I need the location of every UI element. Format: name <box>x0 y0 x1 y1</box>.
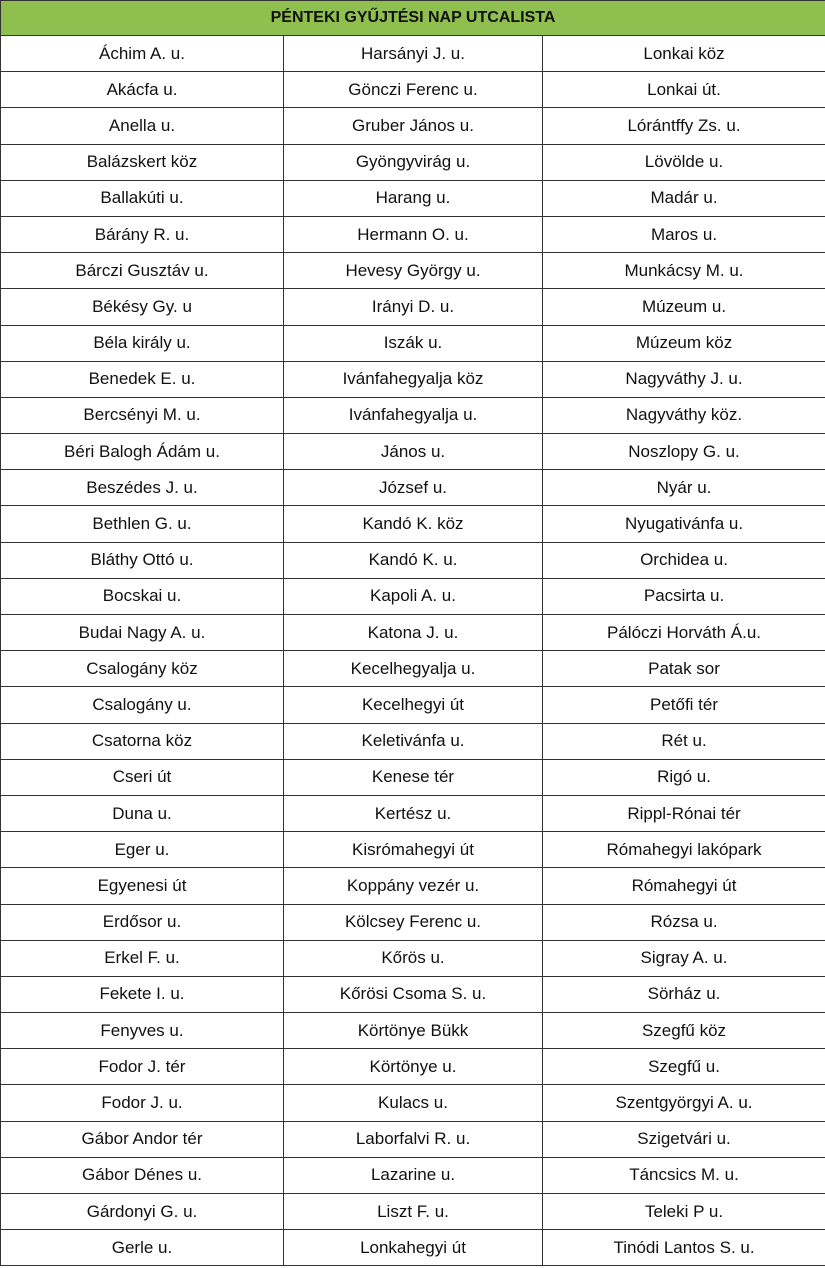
table-row <box>1 795 825 831</box>
street-name-cell: Kapoli A. u. <box>284 578 543 614</box>
street-name-cell: Szegfű köz <box>543 1013 825 1049</box>
street-name-cell: Madár u. <box>543 180 825 216</box>
street-name-cell: Tinódi Lantos S. u. <box>543 1230 825 1266</box>
street-name-cell: Rózsa u. <box>543 904 825 940</box>
street-name-cell: Csalogány u. <box>1 687 284 723</box>
table-row <box>1 36 825 72</box>
street-name-cell: Szigetvári u. <box>543 1121 825 1157</box>
street-name-cell: Lövölde u. <box>543 144 825 180</box>
table-header-row <box>1 1 825 36</box>
street-name-cell: Ballakúti u. <box>1 180 284 216</box>
street-name-cell: Körtönye u. <box>284 1049 543 1085</box>
table-row <box>1 180 825 216</box>
street-name-cell: Akácfa u. <box>1 72 284 108</box>
street-name-cell: József u. <box>284 470 543 506</box>
street-name-cell: Petőfi tér <box>543 687 825 723</box>
street-name-cell: Cseri út <box>1 759 284 795</box>
street-name-cell: Kölcsey Ferenc u. <box>284 904 543 940</box>
table-row <box>1 1085 825 1121</box>
street-name-cell: Táncsics M. u. <box>543 1157 825 1193</box>
table-row <box>1 542 825 578</box>
street-name-cell: Teleki P u. <box>543 1194 825 1230</box>
street-name-cell: Ivánfahegyalja u. <box>284 397 543 433</box>
street-name-cell: Lonkai út. <box>543 72 825 108</box>
street-name-cell: Eger u. <box>1 832 284 868</box>
street-name-cell: Lonkahegyi út <box>284 1230 543 1266</box>
street-name-cell: Békésy Gy. u <box>1 289 284 325</box>
street-name-cell: Kőrös u. <box>284 940 543 976</box>
street-name-cell: Kandó K. u. <box>284 542 543 578</box>
street-name-cell: Rét u. <box>543 723 825 759</box>
street-name-cell: Bocskai u. <box>1 578 284 614</box>
street-name-cell: Sigray A. u. <box>543 940 825 976</box>
street-name-cell: Szegfű u. <box>543 1049 825 1085</box>
street-name-cell: Erkel F. u. <box>1 940 284 976</box>
street-name-cell: Kandó K. köz <box>284 506 543 542</box>
street-name-cell: Kertész u. <box>284 795 543 831</box>
street-name-cell: Koppány vezér u. <box>284 868 543 904</box>
street-name-cell: Gyöngyvirág u. <box>284 144 543 180</box>
table-row <box>1 216 825 252</box>
table-row <box>1 289 825 325</box>
street-name-cell: Kenese tér <box>284 759 543 795</box>
table-row <box>1 144 825 180</box>
table-row <box>1 1230 825 1266</box>
table-row <box>1 615 825 651</box>
street-name-cell: Kisrómahegyi út <box>284 832 543 868</box>
street-name-cell: Csalogány köz <box>1 651 284 687</box>
street-name-cell: Szentgyörgyi A. u. <box>543 1085 825 1121</box>
street-name-cell: Gábor Dénes u. <box>1 1157 284 1193</box>
street-name-cell: Gerle u. <box>1 1230 284 1266</box>
street-name-cell: Pacsirta u. <box>543 578 825 614</box>
street-name-cell: Gruber János u. <box>284 108 543 144</box>
street-name-cell: Hevesy György u. <box>284 253 543 289</box>
street-name-cell: Gönczi Ferenc u. <box>284 72 543 108</box>
street-name-cell: Benedek E. u. <box>1 361 284 397</box>
table-row <box>1 325 825 361</box>
street-name-cell: Orchidea u. <box>543 542 825 578</box>
street-name-cell: Ivánfahegyalja köz <box>284 361 543 397</box>
street-name-cell: Harsányi J. u. <box>284 36 543 72</box>
table-row <box>1 108 825 144</box>
table-row <box>1 723 825 759</box>
street-name-cell: Nyugativánfa u. <box>543 506 825 542</box>
street-name-cell: Fodor J. u. <box>1 1085 284 1121</box>
street-name-cell: Patak sor <box>543 651 825 687</box>
street-name-cell: Múzeum u. <box>543 289 825 325</box>
table-row <box>1 1194 825 1230</box>
street-name-cell: Kulacs u. <box>284 1085 543 1121</box>
street-name-cell: Lazarine u. <box>284 1157 543 1193</box>
street-name-cell: Gábor Andor tér <box>1 1121 284 1157</box>
street-name-cell: Kőrösi Csoma S. u. <box>284 976 543 1012</box>
street-name-cell: Pálóczi Horváth Á.u. <box>543 615 825 651</box>
street-name-cell: Sörház u. <box>543 976 825 1012</box>
street-name-cell: Duna u. <box>1 795 284 831</box>
street-name-cell: Bethlen G. u. <box>1 506 284 542</box>
street-name-cell: Áchim A. u. <box>1 36 284 72</box>
street-name-cell: Rigó u. <box>543 759 825 795</box>
street-name-cell: Bercsényi M. u. <box>1 397 284 433</box>
street-name-cell: Beszédes J. u. <box>1 470 284 506</box>
street-name-cell: Bláthy Ottó u. <box>1 542 284 578</box>
street-name-cell: Bárczi Gusztáv u. <box>1 253 284 289</box>
street-name-cell: Balázskert köz <box>1 144 284 180</box>
street-name-cell: Iszák u. <box>284 325 543 361</box>
street-name-cell: János u. <box>284 434 543 470</box>
table-row <box>1 1013 825 1049</box>
street-name-cell: Csatorna köz <box>1 723 284 759</box>
table-row <box>1 940 825 976</box>
street-name-cell: Keletivánfa u. <box>284 723 543 759</box>
street-name-cell: Budai Nagy A. u. <box>1 615 284 651</box>
table-row <box>1 1121 825 1157</box>
table-row <box>1 506 825 542</box>
street-name-cell: Fenyves u. <box>1 1013 284 1049</box>
street-name-cell: Kecelhegyalja u. <box>284 651 543 687</box>
street-name-cell: Körtönye Bükk <box>284 1013 543 1049</box>
street-name-cell: Munkácsy M. u. <box>543 253 825 289</box>
table-row <box>1 687 825 723</box>
table-title: PÉNTEKI GYŰJTÉSI NAP UTCALISTA <box>1 1 825 36</box>
table-body <box>1 36 825 1266</box>
street-name-cell: Noszlopy G. u. <box>543 434 825 470</box>
table-row <box>1 253 825 289</box>
table-row <box>1 904 825 940</box>
table-row <box>1 397 825 433</box>
table-row <box>1 759 825 795</box>
street-name-cell: Katona J. u. <box>284 615 543 651</box>
street-name-cell: Nagyváthy J. u. <box>543 361 825 397</box>
table-row <box>1 1049 825 1085</box>
street-name-cell: Nyár u. <box>543 470 825 506</box>
street-name-cell: Liszt F. u. <box>284 1194 543 1230</box>
street-name-cell: Hermann O. u. <box>284 216 543 252</box>
street-name-cell: Fodor J. tér <box>1 1049 284 1085</box>
street-name-cell: Lórántffy Zs. u. <box>543 108 825 144</box>
table-row <box>1 434 825 470</box>
table-row <box>1 868 825 904</box>
table-row <box>1 1157 825 1193</box>
street-name-cell: Fekete I. u. <box>1 976 284 1012</box>
street-name-cell: Kecelhegyi út <box>284 687 543 723</box>
table-row <box>1 976 825 1012</box>
table-row <box>1 470 825 506</box>
street-name-cell: Rippl-Rónai tér <box>543 795 825 831</box>
street-name-cell: Harang u. <box>284 180 543 216</box>
table-row <box>1 651 825 687</box>
table-row <box>1 361 825 397</box>
street-name-cell: Erdősor u. <box>1 904 284 940</box>
street-name-cell: Irányi D. u. <box>284 289 543 325</box>
street-name-cell: Nagyváthy köz. <box>543 397 825 433</box>
table-row <box>1 578 825 614</box>
street-name-cell: Lonkai köz <box>543 36 825 72</box>
street-name-cell: Bárány R. u. <box>1 216 284 252</box>
street-name-cell: Béri Balogh Ádám u. <box>1 434 284 470</box>
street-name-cell: Anella u. <box>1 108 284 144</box>
table-row <box>1 832 825 868</box>
street-name-cell: Maros u. <box>543 216 825 252</box>
street-name-cell: Egyenesi út <box>1 868 284 904</box>
street-name-cell: Múzeum köz <box>543 325 825 361</box>
street-name-cell: Rómahegyi lakópark <box>543 832 825 868</box>
street-name-cell: Rómahegyi út <box>543 868 825 904</box>
street-name-cell: Gárdonyi G. u. <box>1 1194 284 1230</box>
street-name-cell: Béla király u. <box>1 325 284 361</box>
table-row <box>1 72 825 108</box>
street-name-cell: Laborfalvi R. u. <box>284 1121 543 1157</box>
